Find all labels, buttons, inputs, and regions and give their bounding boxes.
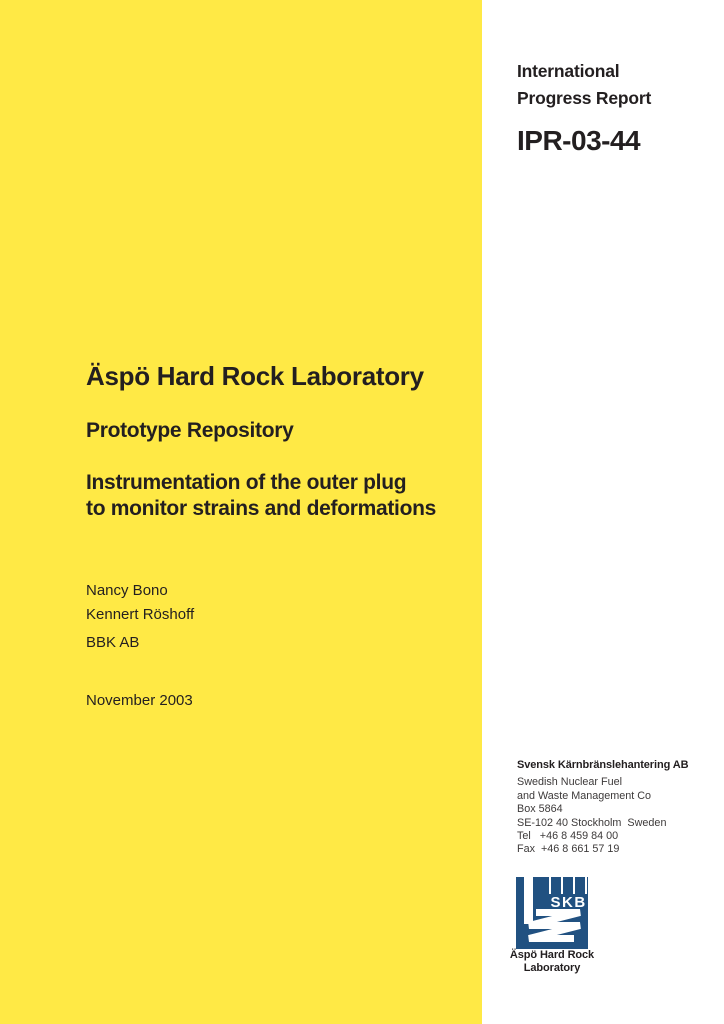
report-number: IPR-03-44 (517, 125, 641, 156)
report-subtitle: Prototype Repository (86, 419, 294, 442)
publisher-phone-line: Tel +46 8 459 84 00 (517, 830, 619, 843)
publisher-address-line: Swedish Nuclear Fuel (517, 776, 623, 789)
logo-caption-line1: Äspö Hard Rock (509, 949, 595, 961)
publisher-address-line: and Waste Management Co (517, 789, 652, 802)
publisher-block (517, 759, 688, 857)
publisher-address-line: Box 5864 (517, 803, 563, 816)
page-title: Äspö Hard Rock Laboratory (86, 361, 424, 391)
report-title (86, 470, 436, 522)
report-header (517, 58, 651, 157)
report-type-line1: International (517, 61, 620, 81)
publisher-address-line: SE-102 40 Stockholm Sweden (517, 816, 667, 829)
logo-caption-line2: Laboratory (523, 961, 581, 974)
report-title-line2: to monitor strains and deformations (86, 497, 437, 520)
skb-logo-icon (516, 877, 588, 949)
report-title-line1: Instrumentation of the outer plug (86, 471, 407, 494)
skb-logo-text: SKB (550, 894, 587, 911)
author-list (86, 579, 194, 627)
publication-date: November 2003 (86, 692, 193, 709)
publisher-fax-line: Fax +46 8 661 57 19 (517, 843, 620, 856)
author-name: Nancy Bono (86, 582, 168, 599)
report-type-line2: Progress Report (517, 88, 652, 108)
skb-logo-bar (524, 877, 533, 924)
publisher-company-name: Svensk Kärnbränslehantering AB (517, 759, 689, 771)
author-name: Kennert Röshoff (86, 606, 195, 623)
logo-caption (498, 949, 606, 974)
report-type-label (517, 58, 651, 112)
author-affiliation: BBK AB (86, 634, 140, 651)
